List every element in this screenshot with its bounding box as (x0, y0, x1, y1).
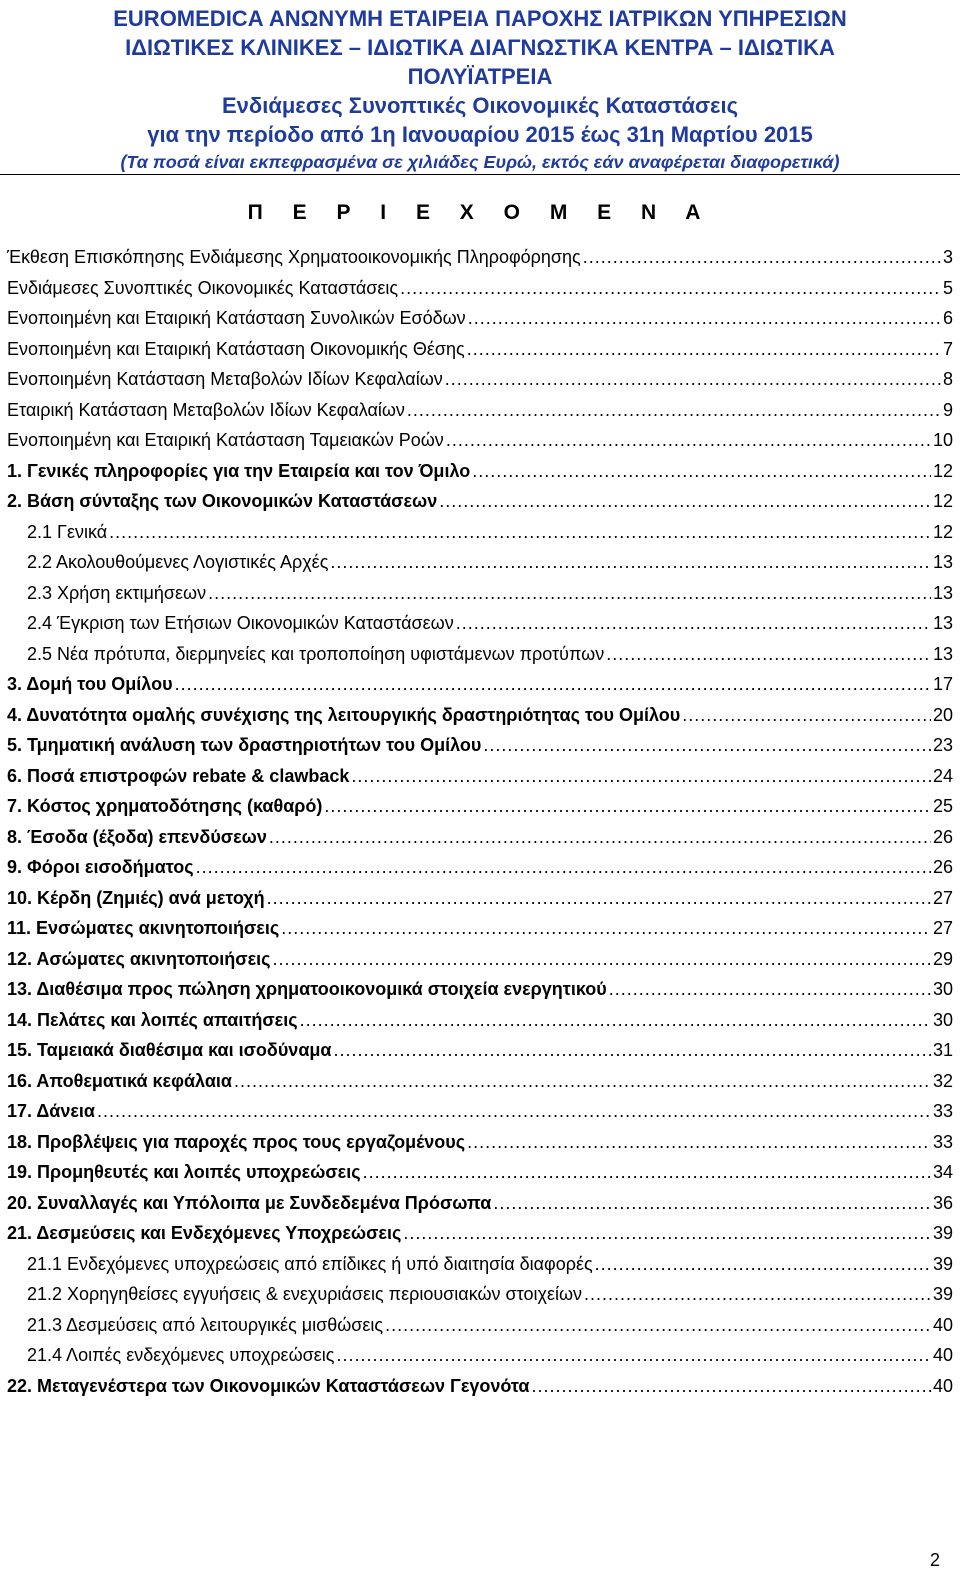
company-name-line-2: ΙΔΙΩΤΙΚΕΣ ΚΛΙΝΙΚΕΣ – ΙΔΙΩΤΙΚΑ ΔΙΑΓΝΩΣΤΙΚΑ ΚΕΝΤΡΑ – ΙΔΙΩΤΙΚΑ (125, 35, 835, 60)
toc-entry-page: 40 (932, 1345, 953, 1365)
toc-leader-dots (281, 913, 931, 944)
toc-leader-dots (351, 761, 931, 792)
toc-entry-page: 7 (942, 338, 953, 359)
toc-leader-dots (208, 578, 931, 609)
toc-entry[interactable] (7, 761, 953, 792)
toc-leader-dots (456, 608, 931, 639)
toc-entry[interactable] (7, 1371, 953, 1402)
toc-entry[interactable] (7, 822, 953, 853)
toc-entry[interactable] (7, 334, 953, 365)
company-name-line-1: EUROMEDICA ΑΝΩΝΥΜΗ ΕΤΑΙΡΕΙΑ ΠΑΡΟΧΗΣ ΙΑΤΡΙΚΩΝ ΥΠΗΡΕΣΙΩΝ (113, 6, 847, 31)
toc-subentry[interactable] (7, 1249, 953, 1280)
toc-leader-dots (400, 273, 941, 304)
toc-entry-page: 20 (932, 704, 953, 725)
toc-entry[interactable] (7, 1127, 953, 1158)
toc-subentry[interactable] (7, 1310, 953, 1341)
toc-entry-page: 12 (932, 521, 953, 542)
toc-entry[interactable] (7, 1157, 953, 1188)
toc-entry-page: 27 (932, 918, 953, 938)
toc-entry[interactable] (7, 1218, 953, 1249)
toc-entry-page: 13 (932, 643, 953, 664)
toc-entry-page: 39 (932, 1284, 953, 1304)
toc-entry-page: 10 (932, 430, 953, 450)
toc-entry-title: 3. Δομή του Ομίλου (7, 674, 173, 694)
toc-entry-page: 40 (932, 1375, 953, 1396)
toc-entry-page: 29 (932, 948, 953, 969)
toc-entry-page: 40 (932, 1314, 953, 1335)
toc-leader-dots (269, 822, 931, 853)
toc-entry-page: 33 (932, 1131, 953, 1152)
toc-entry-page: 13 (932, 552, 953, 572)
toc-entry-title: 2.1 Γενικά (27, 521, 108, 542)
toc-entry-title: Ενδιάμεσες Συνοπτικές Οικονομικές Καταστάσεις (7, 277, 399, 298)
toc-entry-page: 32 (932, 1070, 953, 1091)
toc-leader-dots (403, 1218, 931, 1249)
toc-leader-dots (609, 974, 931, 1005)
toc-leader-dots (267, 883, 931, 914)
toc-leader-dots (330, 547, 931, 578)
toc-entry-page: 36 (932, 1192, 953, 1213)
toc-entry[interactable] (7, 791, 953, 822)
toc-leader-dots (468, 303, 941, 334)
toc-entry[interactable] (7, 852, 953, 883)
toc-subentry[interactable] (7, 639, 953, 670)
document-title: Ενδιάμεσες Συνοπτικές Οικονομικές Καταστάσεις (221, 93, 739, 118)
toc-entry-title: 11. Ενσώματες ακινητοποιήσεις (7, 918, 280, 938)
toc-entry-title: 12. Ασώματες ακινητοποιήσεις (7, 948, 271, 969)
toc-entry-title: Εταιρική Κατάσταση Μεταβολών Ιδίων Κεφαλαίων (7, 399, 405, 420)
toc-entry-page: 26 (932, 857, 953, 877)
toc-leader-dots (532, 1371, 931, 1402)
toc-entry-title: 2.4 Έγκριση των Ετήσιων Οικονομικών Καταστάσεων (27, 613, 454, 633)
toc-entry-title: 14. Πελάτες και λοιπές απαιτήσεις (7, 1009, 298, 1030)
toc-subentry[interactable] (7, 608, 953, 639)
toc-subentry[interactable] (7, 1279, 953, 1310)
toc-entry-page: 8 (942, 369, 953, 389)
toc-entry-page: 5 (942, 277, 953, 298)
toc-entry-page: 13 (932, 613, 953, 633)
toc-leader-dots (682, 700, 931, 731)
toc-leader-dots (196, 852, 931, 883)
toc-leader-dots (606, 639, 931, 670)
header-divider (0, 174, 960, 175)
toc-entry-title: 2.3 Χρήση εκτιμήσεων (27, 582, 207, 603)
toc-leader-dots (336, 1340, 931, 1371)
toc-entry-page: 39 (932, 1223, 953, 1243)
toc-entry-page: 3 (942, 247, 953, 267)
toc-entry[interactable] (7, 486, 953, 517)
toc-entry-title: Ενοποιημένη και Εταιρική Κατάσταση Ταμειακών Ροών (7, 430, 444, 450)
toc-entry-title: 16. Αποθεματικά κεφάλαια (7, 1070, 232, 1091)
toc-subentry[interactable] (7, 547, 953, 578)
toc-entry[interactable] (7, 1066, 953, 1097)
toc-entry-page: 12 (932, 491, 953, 511)
toc-entry-title: 22. Μεταγενέστερα των Οικονομικών Καταστάσεων Γεγονότα (7, 1375, 530, 1396)
toc-entry-page: 27 (932, 887, 953, 908)
toc-leader-dots (584, 1279, 931, 1310)
toc-entry[interactable] (7, 700, 953, 731)
toc-entry-title: 9. Φόροι εισοδήματος (7, 857, 194, 877)
toc-entry-page: 30 (932, 1009, 953, 1030)
toc-entry[interactable] (7, 669, 953, 700)
toc-leader-dots (407, 395, 941, 426)
toc-leader-dots (273, 944, 931, 975)
toc-subentry[interactable] (7, 578, 953, 609)
toc-entry-title: Ενοποιημένη και Εταιρική Κατάσταση Συνολικών Εσόδων (7, 308, 466, 328)
toc-leader-dots (445, 364, 941, 395)
toc-entry-page: 24 (932, 765, 953, 786)
toc-entry-title: 5. Τμηματική ανάλυση των δραστηριοτήτων του Ομίλου (7, 735, 482, 755)
period-line: για την περίοδο από 1η Ιανουαρίου 2015 έως 31η Μαρτίου 2015 (147, 122, 813, 147)
toc-entry[interactable] (7, 730, 953, 761)
toc-entry-title: 15. Ταμειακά διαθέσιμα και ισοδύναμα (7, 1040, 332, 1060)
toc-entry-title: 21.4 Λοιπές ενδεχόμενες υποχρεώσεις (27, 1345, 335, 1365)
toc-entry-title: 6. Ποσά επιστροφών rebate & clawback (7, 765, 350, 786)
toc-entry-page: 23 (932, 735, 953, 755)
toc-entry-title: 8. Έσοδα (έξοδα) επενδύσεων (7, 826, 267, 847)
toc-entry-title: 18. Προβλέψεις για παροχές προς τους εργαζομένους (7, 1131, 466, 1152)
table-of-contents (7, 242, 953, 1401)
toc-leader-dots (109, 517, 931, 548)
toc-entry-page: 25 (932, 796, 953, 816)
toc-leader-dots (97, 1096, 931, 1127)
toc-leader-dots (583, 242, 941, 273)
toc-entry-page: 17 (932, 674, 953, 694)
toc-entry-page: 6 (942, 308, 953, 328)
toc-leader-dots (483, 730, 931, 761)
toc-leader-dots (595, 1249, 931, 1280)
toc-entry[interactable] (7, 425, 953, 456)
toc-entry-page: 9 (942, 399, 953, 420)
toc-entry[interactable] (7, 1096, 953, 1127)
toc-entry-title: 17. Δάνεια (7, 1101, 95, 1121)
toc-leader-dots (493, 1188, 931, 1219)
toc-entry-title: 2. Βάση σύνταξης των Οικονομικών Καταστάσεων (7, 491, 438, 511)
toc-heading: Π Ε Ρ Ι Ε Χ Ο Μ Ε Ν Α (247, 201, 713, 224)
toc-entry-title: 4. Δυνατότητα ομαλής συνέχισης της λειτουργικής δραστηριότητας του Ομίλου (7, 704, 681, 725)
toc-leader-dots (472, 456, 931, 487)
toc-entry[interactable] (7, 883, 953, 914)
toc-leader-dots (446, 425, 931, 456)
toc-entry-title: 10. Κέρδη (Ζημιές) ανά μετοχή (7, 887, 265, 908)
currency-note: (Τα ποσά είναι εκπεφρασμένα σε χιλιάδες Ευρώ, εκτός εάν αναφέρεται διαφορετικά) (120, 152, 840, 172)
toc-entry[interactable] (7, 974, 953, 1005)
toc-leader-dots (385, 1310, 931, 1341)
company-name-line-3: ΠΟΛΥΪΑΤΡΕΙΑ (407, 64, 553, 89)
toc-entry[interactable] (7, 242, 953, 273)
page-number: 2 (929, 1550, 940, 1570)
toc-entry-page: 30 (932, 979, 953, 999)
toc-leader-dots (363, 1157, 931, 1188)
toc-entry-page: 13 (932, 582, 953, 603)
toc-entry-page: 12 (932, 460, 953, 481)
toc-entry[interactable] (7, 1035, 953, 1066)
toc-entry-page: 33 (932, 1101, 953, 1121)
toc-entry-title: Ενοποιημένη Κατάσταση Μεταβολών Ιδίων Κεφαλαίων (7, 369, 443, 389)
toc-entry-title: 2.2 Ακολουθούμενες Λογιστικές Αρχές (27, 552, 329, 572)
toc-leader-dots (467, 334, 941, 365)
toc-entry-title: Ενοποιημένη και Εταιρική Κατάσταση Οικονομικής Θέσης (7, 338, 465, 359)
toc-leader-dots (467, 1127, 931, 1158)
toc-entry[interactable] (7, 1188, 953, 1219)
toc-leader-dots (234, 1066, 931, 1097)
toc-entry[interactable] (7, 913, 953, 944)
toc-entry[interactable] (7, 364, 953, 395)
toc-entry-page: 26 (932, 826, 953, 847)
toc-entry-page: 39 (932, 1253, 953, 1274)
toc-entry-title: 21.2 Χορηγηθείσες εγγυήσεις & ενεχυριάσεις περιουσιακών στοιχείων (27, 1284, 583, 1304)
toc-entry-title: 19. Προμηθευτές και λοιπές υποχρεώσεις (7, 1162, 361, 1182)
toc-leader-dots (324, 791, 931, 822)
toc-entry-title: 1. Γενικές πληροφορίες για την Εταιρεία και τον Όμιλο (7, 460, 471, 481)
toc-entry[interactable] (7, 303, 953, 334)
toc-entry-title: 21.3 Δεσμεύσεις από λειτουργικές μισθώσεις (27, 1314, 384, 1335)
toc-entry-title: 13. Διαθέσιμα προς πώληση χρηματοοικονομικά στοιχεία ενεργητικού (7, 979, 607, 999)
toc-entry-page: 34 (932, 1162, 953, 1182)
toc-entry-title: Έκθεση Επισκόπησης Ενδιάμεσης Χρηματοοικονομικής Πληροφόρησης (7, 247, 581, 267)
toc-leader-dots (439, 486, 931, 517)
toc-entry-title: 20. Συναλλαγές και Υπόλοιπα με Συνδεδεμένα Πρόσωπα (7, 1192, 492, 1213)
toc-entry[interactable] (7, 456, 953, 487)
document-header (0, 4, 960, 175)
toc-entry-page: 31 (932, 1040, 953, 1060)
toc-entry-title: 21.1 Ενδεχόμενες υποχρεώσεις από επίδικες ή υπό διαιτησία διαφορές (27, 1253, 593, 1274)
toc-entry-title: 2.5 Νέα πρότυπα, διερμηνείες και τροποποίηση υφιστάμενων προτύπων (27, 643, 605, 664)
toc-entry[interactable] (7, 273, 953, 304)
toc-entry[interactable] (7, 944, 953, 975)
toc-subentry[interactable] (7, 517, 953, 548)
toc-entry-title: 7. Κόστος χρηματοδότησης (καθαρό) (7, 796, 323, 816)
toc-entry-title: 21. Δεσμεύσεις και Ενδεχόμενες Υποχρεώσεις (7, 1223, 402, 1243)
toc-leader-dots (300, 1005, 931, 1036)
toc-entry[interactable] (7, 1005, 953, 1036)
toc-leader-dots (175, 669, 931, 700)
toc-leader-dots (333, 1035, 931, 1066)
toc-entry[interactable] (7, 395, 953, 426)
toc-subentry[interactable] (7, 1340, 953, 1371)
